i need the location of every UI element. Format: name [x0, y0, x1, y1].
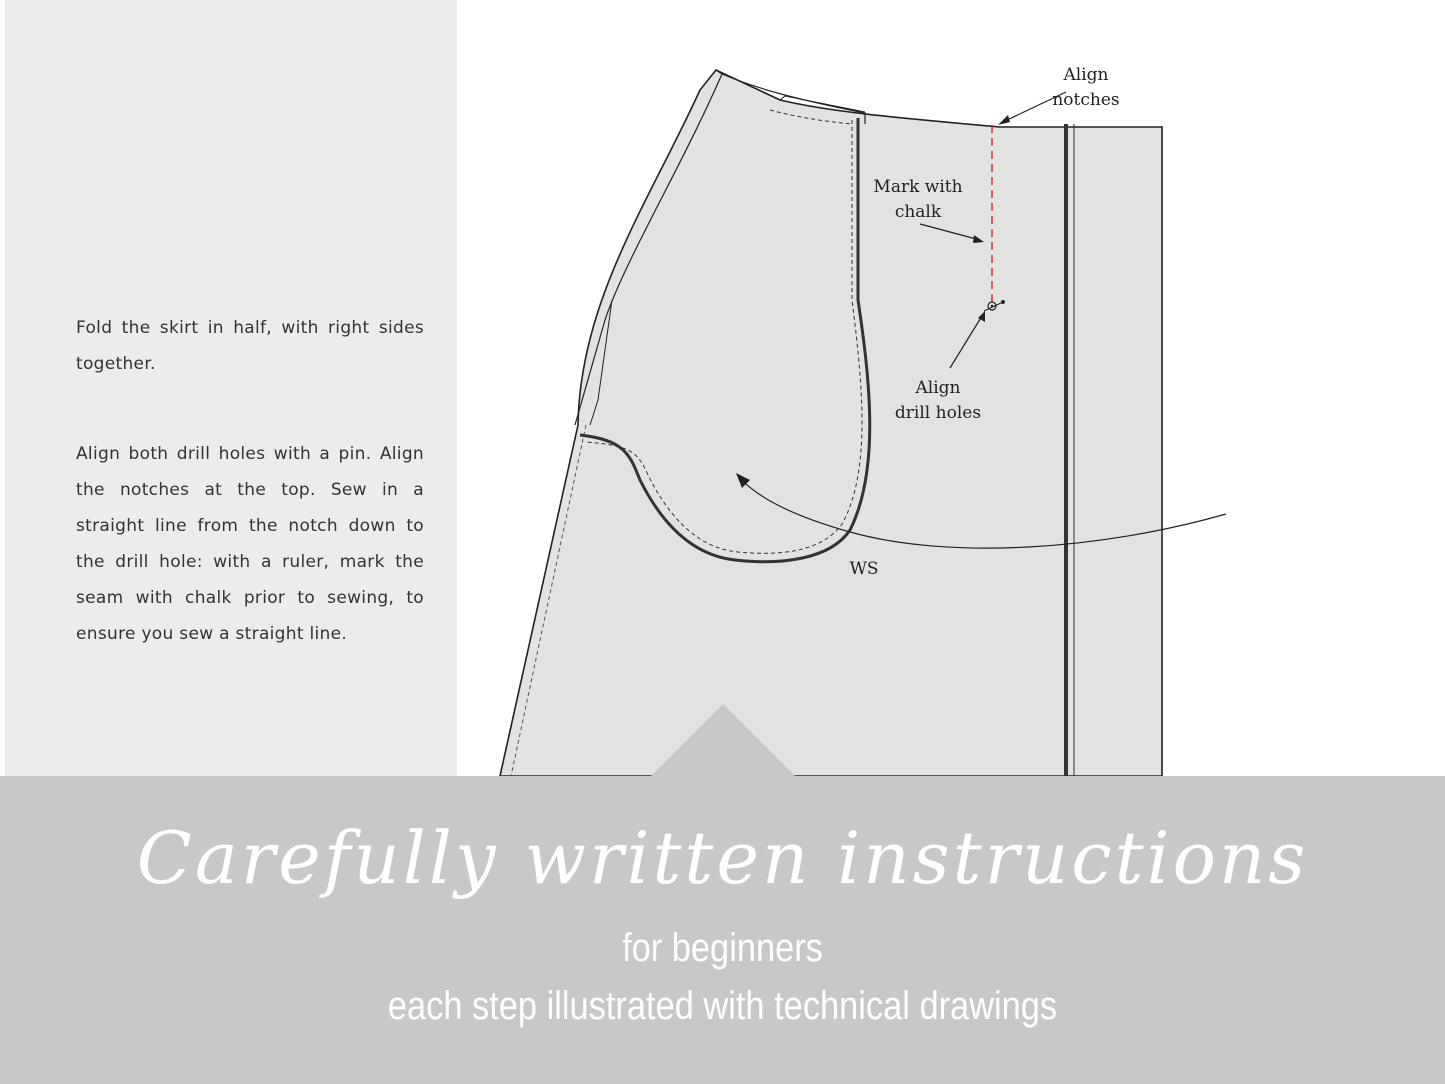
label-mark-chalk-2: chalk: [894, 202, 942, 222]
skirt-panel: [500, 70, 1162, 776]
banner-subline-1: for beginners: [622, 926, 823, 970]
banner-subline-2: each step illustrated with technical drawings: [387, 984, 1058, 1028]
banner-notch: [651, 704, 795, 776]
label-drill-holes-2: drill holes: [894, 403, 982, 423]
label-align-notches-2: notches: [1052, 90, 1120, 110]
label-mark-chalk-1: Mark with: [873, 177, 963, 197]
label-align-notches-1: Align: [1063, 65, 1109, 85]
banner-headline: Carefully written instructions: [136, 816, 1309, 900]
label-drill-holes-1: Align: [915, 378, 961, 398]
instruction-paragraph-2: Align both drill holes with a pin. Align the notches at the top. Sew in a straight line from the notch down to the drill hole: with a ruler, mark the seam with chalk prior to sewing, to ensure you sew a straight line.: [76, 444, 424, 644]
instruction-paragraph-1: Fold the skirt in half, with right sides together.: [76, 318, 424, 374]
label-wrong-side: WS: [849, 559, 879, 579]
